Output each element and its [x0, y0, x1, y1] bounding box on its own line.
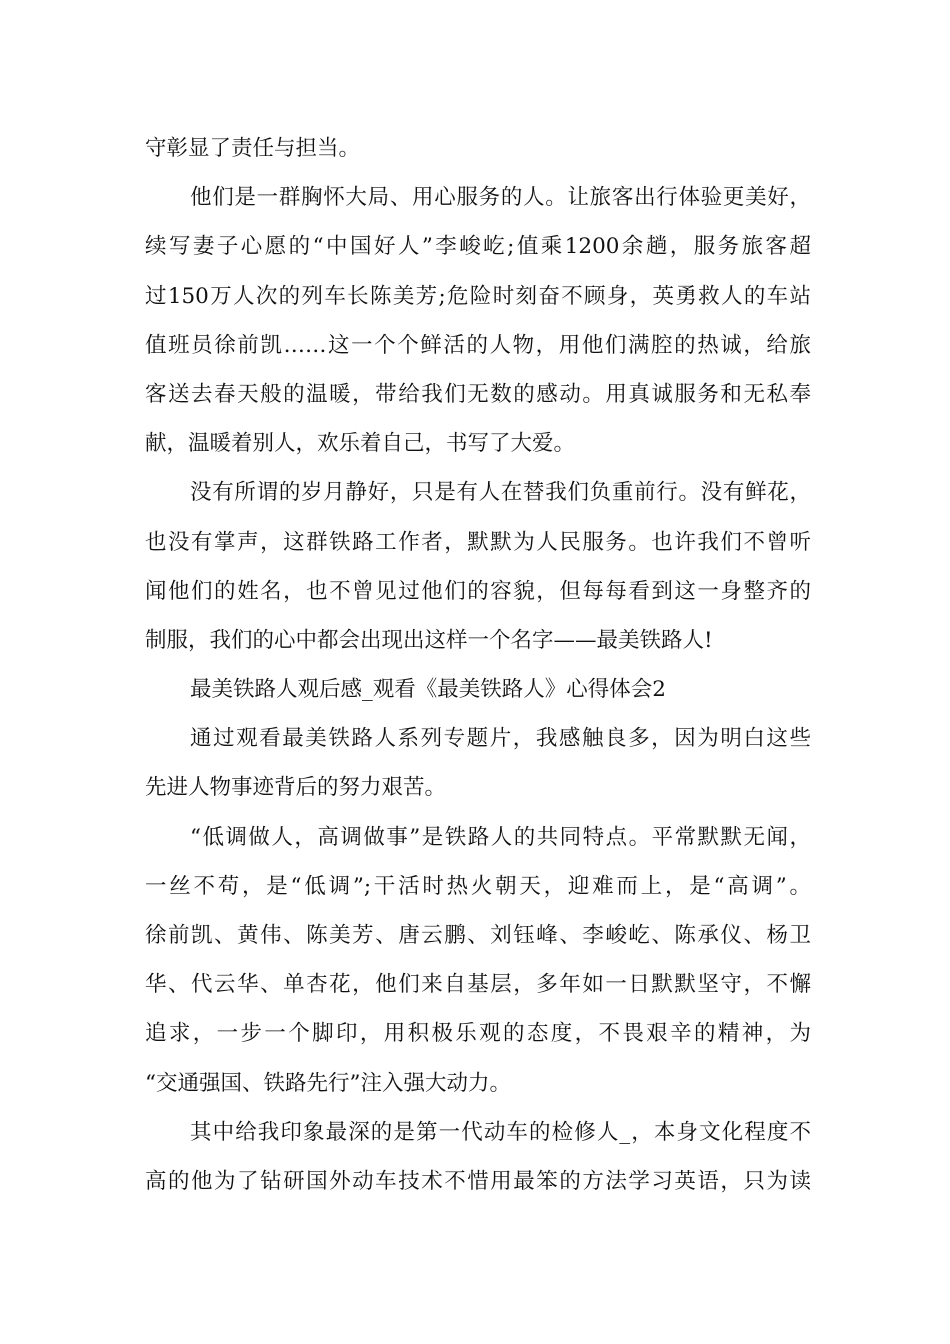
- text-line: 制服，我们的心中都会出现出这样一个名字——最美铁路人!: [145, 627, 713, 653]
- text-line: 值班员徐前凯……这一个个鲜活的人物，用他们满腔的热诚，给旅: [145, 332, 811, 358]
- text-line: 献，温暖着别人，欢乐着自己，书写了大爱。: [145, 431, 576, 457]
- text-line: 高的他为了钻研国外动车技术不惜用最笨的方法学习英语，只为读: [145, 1168, 811, 1194]
- text-line: 最美铁路人观后感_观看《最美铁路人》心得体会2: [190, 677, 666, 703]
- text-line: 过150万人次的列车长陈美芳;危险时刻奋不顾身，英勇救人的车站: [145, 283, 811, 309]
- text-line: 没有所谓的岁月静好，只是有人在替我们负重前行。没有鲜花，: [190, 480, 811, 506]
- text-line: 守彰显了责任与担当。: [145, 136, 361, 161]
- text-line: 华、代云华、单杏花，他们来自基层，多年如一日默默坚守，不懈: [145, 972, 811, 998]
- text-line: “低调做人，高调做事”是铁路人的共同特点。平常默默无闻，: [190, 824, 811, 850]
- text-line: 通过观看最美铁路人系列专题片，我感触良多，因为明白这些: [190, 726, 811, 752]
- text-line: 一丝不苟，是“低调”;干活时热火朝天，迎难而上，是“高调”。: [145, 873, 811, 899]
- text-line: 先进人物事迹背后的努力艰苦。: [145, 775, 447, 801]
- text-line: 他们是一群胸怀大局、用心服务的人。让旅客出行体验更美好，: [190, 185, 811, 211]
- text-line: 续写妻子心愿的“中国好人”李峻屹;值乘1200余趟，服务旅客超: [145, 234, 811, 260]
- text-line: 追求，一步一个脚印，用积极乐观的态度，不畏艰辛的精神，为: [145, 1021, 811, 1047]
- text-line: 也没有掌声，这群铁路工作者，默默为人民服务。也许我们不曾听: [145, 529, 811, 555]
- text-line: 徐前凯、黄伟、陈美芳、唐云鹏、刘钰峰、李峻屹、陈承仪、杨卫: [145, 923, 811, 948]
- text-line: 客送去春天般的温暖，带给我们无数的感动。用真诚服务和无私奉: [145, 381, 811, 407]
- text-line: 其中给我印象最深的是第一代动车的检修人_，本身文化程度不: [190, 1119, 811, 1145]
- document-body: [145, 124, 811, 1206]
- text-line: 闻他们的姓名，也不曾见过他们的容貌，但每每看到这一身整齐的: [145, 578, 811, 604]
- text-line: “交通强国、铁路先行”注入强大动力。: [145, 1070, 511, 1096]
